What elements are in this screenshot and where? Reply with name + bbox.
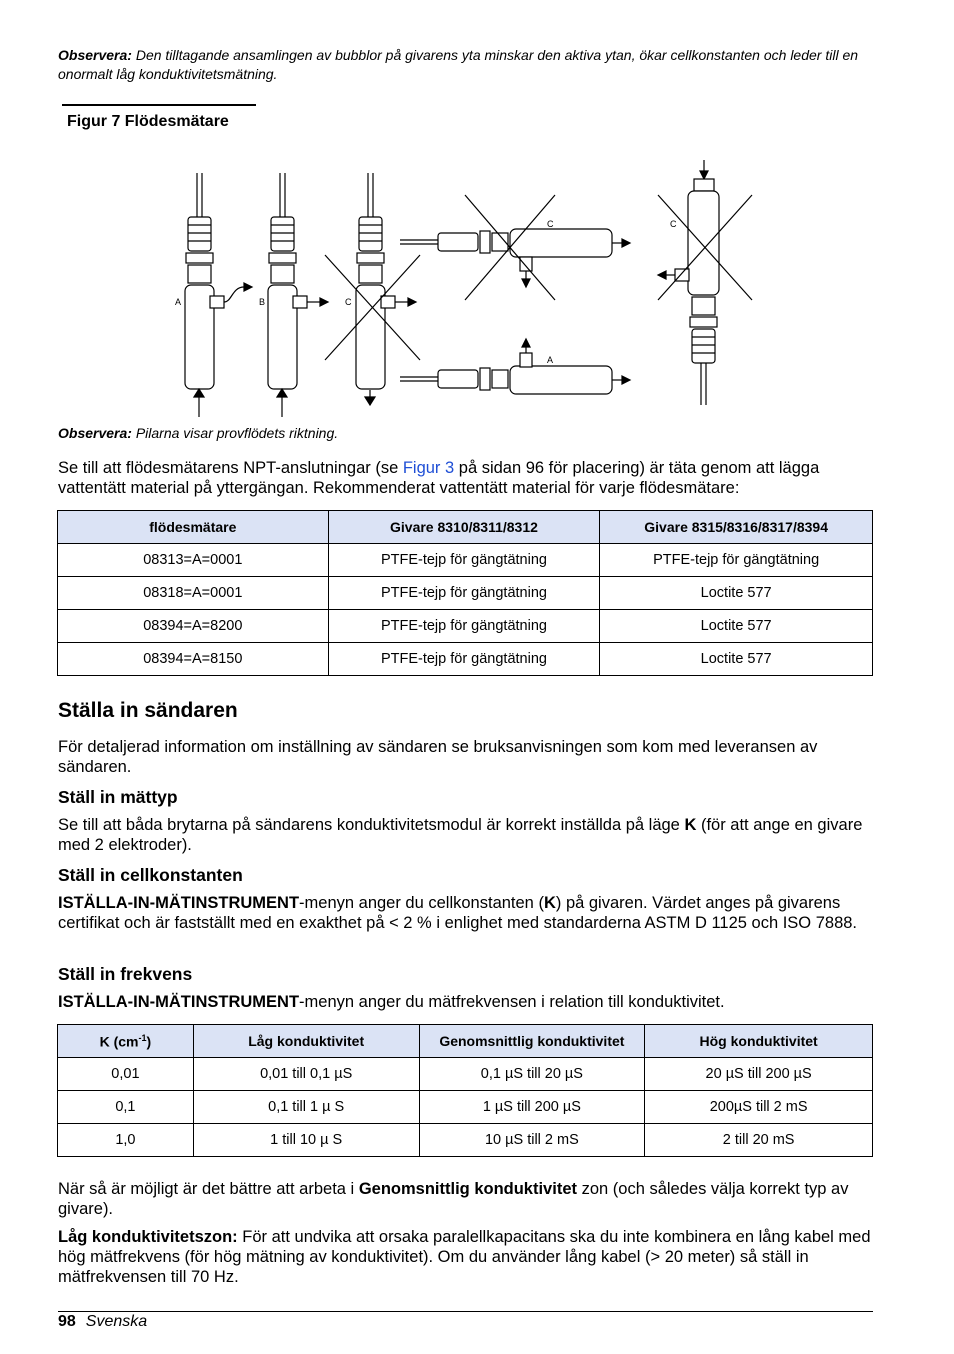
page-number: 98 [58,1313,76,1330]
bold-span: K [684,816,697,834]
table-cell: 0,01 [58,1058,194,1091]
table2-header-k [58,1025,194,1058]
table-cell: 0,1 till 1 µ S [193,1091,419,1124]
subheading-frequency: Ställ in frekvens [58,964,193,984]
text-span: -menyn anger du mätfrekvensen i relation till konduktivitet. [299,993,725,1011]
table-cell: Loctite 577 [600,643,873,676]
header-k-sup: -1 [138,1032,147,1043]
bold-span: ISTÄLLA-IN-MÄTINSTRUMENT [58,993,300,1011]
sealant-table [57,510,873,676]
table-cell: 08394=A=8200 [58,610,329,643]
table-cell: PTFE-tejp för gängtätning [600,544,873,577]
intro-after: på sidan 96 för placering) är täta genom att lägga vattentätt material på yttergängan. Rekommenderat vattentätt material för varje flödesmätare: [58,459,820,497]
intro-before: Se till att flödesmätarens NPT-anslutningar (se [58,459,403,477]
fig-label-c2: C [547,219,554,229]
text-span: När så är möjligt är det bättre att arbeta i [58,1180,359,1198]
table-cell: 10 µS till 2 mS [419,1124,645,1157]
fig-label-c1: C [345,297,352,307]
section-text: För detaljerad information om inställning av sändaren se bruksanvisningen som kom med leveransen av sändaren. [58,738,818,776]
table1-header-1: Givare 8310/8311/8312 [328,511,600,544]
table1-header-2: Givare 8315/8316/8317/8394 [600,511,873,544]
table-cell: 1 µS till 200 µS [419,1091,645,1124]
table-row [58,643,873,676]
table-row [58,1058,873,1091]
table-cell: 1,0 [58,1124,194,1157]
table-cell: 08318=A=0001 [58,577,329,610]
table2-header-1: Låg konduktivitet [193,1025,419,1058]
fig-label-b: B [259,297,266,307]
frequency-text [58,992,873,1012]
figure-3-link[interactable]: Figur 3 [402,459,455,477]
text-span: zon (och således välja korrekt typ av givare). [58,1180,849,1218]
fig-label-a2: A [547,355,554,365]
table-cell: 2 till 20 mS [645,1124,873,1157]
subheading-measure-type: Ställ in mättyp [58,787,178,807]
intro-paragraph [58,458,873,498]
frequency-table [57,1024,873,1157]
figure-title: Figur 7 Flödesmätare [67,113,229,130]
table-cell: 1 till 10 µ S [193,1124,419,1157]
flow-meter-figure [170,155,760,425]
subheading-cell-constant: Ställ in cellkonstanten [58,865,243,885]
note-text: Den tilltagande ansamlingen av bubblor på givarens yta minskar den aktiva ytan, ökar cellkonstanten och leder till en onormalt låg konduktivitetsmätning. [58,47,859,82]
note-label: Observera: [58,47,132,63]
table-cell: PTFE-tejp för gängtätning [328,643,600,676]
table-cell: 08394=A=8150 [58,643,329,676]
figure-note [58,424,338,443]
figure-note-label: Observera: [58,425,132,441]
footer [58,1313,147,1331]
top-note [58,46,878,84]
table-row [58,1091,873,1124]
figure-rule [62,104,256,106]
table-cell: Loctite 577 [600,577,873,610]
table-cell: 0,01 till 0,1 µS [193,1058,419,1091]
table-row [58,577,873,610]
header-k-text: K (cm [99,1033,139,1050]
footer-language: Svenska [85,1313,148,1330]
table2-header-2: Genomsnittlig konduktivitet [419,1025,645,1058]
table-cell: 0,1 µS till 20 µS [419,1058,645,1091]
text-span: -menyn anger du cellkonstanten ( [299,894,544,912]
table-row [58,610,873,643]
table-row [58,544,873,577]
table1-header-0: flödesmätare [58,511,329,544]
fig-label-a1: A [175,297,182,307]
table-cell: PTFE-tejp för gängtätning [328,610,600,643]
bold-span: K [543,894,556,912]
table-cell: 200µS till 2 mS [645,1091,873,1124]
header-k-close: ) [146,1033,152,1050]
table-cell: 20 µS till 200 µS [645,1058,873,1091]
figure-note-text: Pilarna visar provflödets riktning. [131,425,339,441]
bold-span: Genomsnittlig konduktivitet [358,1180,577,1198]
text-span: ) på givaren. Värdet anges på givarens certifikat och är fastställt med en exakthet på < 2 % i enlighet med standarderna ASTM D 1125 och ISO 7888. [58,894,858,932]
footer-rule [58,1311,873,1312]
measure-type-text [58,815,873,855]
bold-span: Låg konduktivitetszon: [58,1228,238,1246]
section-title: Ställa in sändaren [58,699,238,722]
table-cell: Loctite 577 [600,610,873,643]
table-cell: PTFE-tejp för gängtätning [328,544,600,577]
bold-span: ISTÄLLA-IN-MÄTINSTRUMENT [58,894,300,912]
text-span: (för att ange en givare med 2 elektroder). [58,816,863,854]
fig-label-c3: C [670,219,677,229]
table-cell: 08313=A=0001 [58,544,329,577]
text-span: Se till att båda brytarna på sändarens konduktivitetsmodul är korrekt inställda på läge [58,816,685,834]
average-zone-paragraph [58,1179,873,1219]
table2-header-3: Hög konduktivitet [645,1025,873,1058]
text-span: För att undvika att orsaka paralellkapacitans ska du inte kombinera en lång kabel med hög mätfrekvens (för hög mätning av konduktivitet). Om du använder lång kabel (> 20 meter) så ställ in mätfrekvensen till 70 Hz. [58,1228,871,1286]
table-cell: PTFE-tejp för gängtätning [328,577,600,610]
cell-constant-text [58,893,873,933]
table-cell: 0,1 [58,1091,194,1124]
table-row [58,1124,873,1157]
low-zone-paragraph [58,1227,873,1287]
